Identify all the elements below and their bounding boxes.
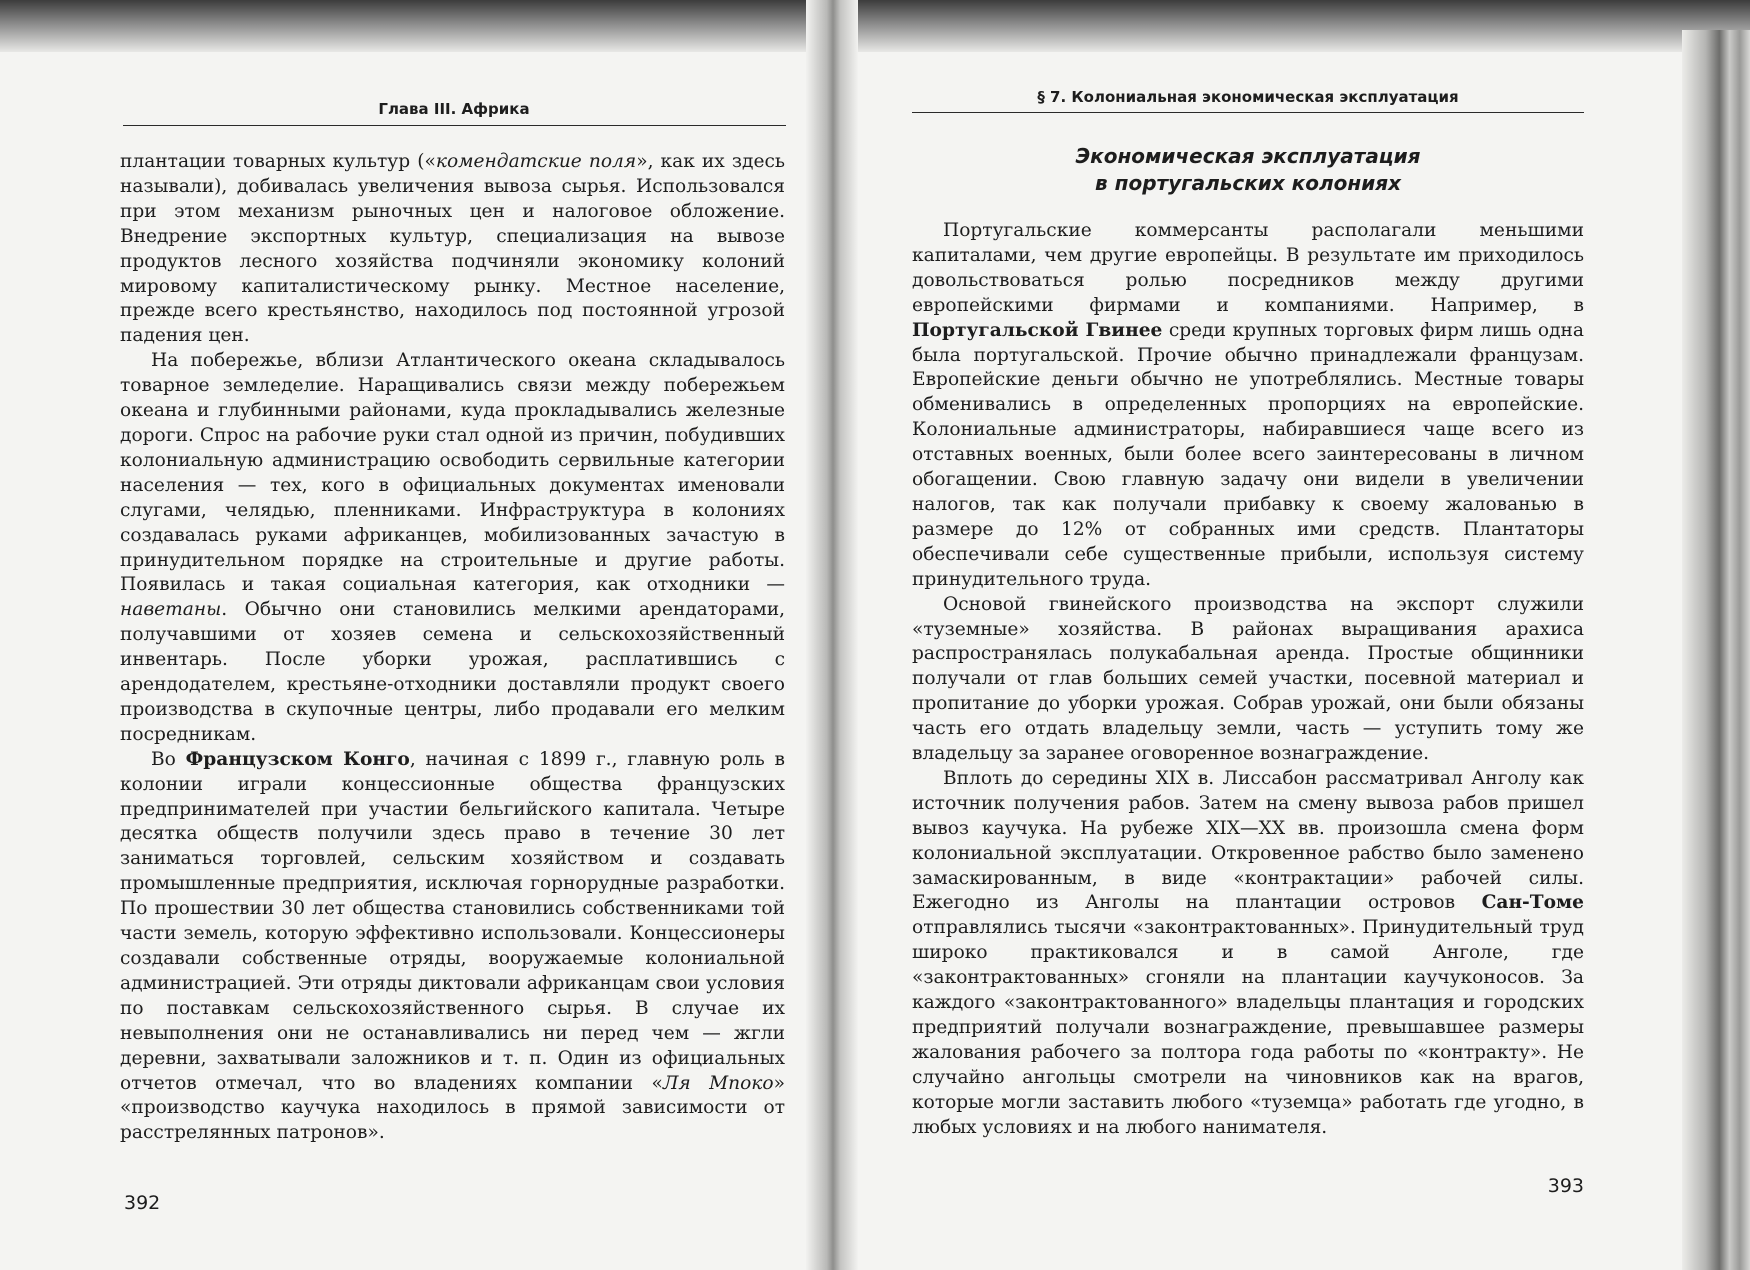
- paragraph: [912, 593, 1584, 767]
- left-page: [120, 0, 785, 1270]
- paragraph: [912, 767, 1584, 1141]
- text-run: . Обычно они становились мелкими арендаторами, получавшими от хозяев семена и сельскохозяйственный инвентарь. После уборки урожая, расплатившись с арендодателем, крестьяне-отходники доставляли продукт своего производства в скупочные центры, либо продавали его мелким посредникам.: [120, 599, 785, 745]
- bold-run: Французском Конго: [185, 748, 410, 770]
- section-title-line-2: в португальских колониях: [1095, 171, 1401, 195]
- section-title: [912, 143, 1584, 197]
- left-page-number: 392: [124, 1192, 161, 1214]
- text-run: Основой гвинейского производства на экспорт служили «туземные» хозяйства. В районах выращивания арахиса распространялась полукабальная аренда. Простые общинники получали от глав больших семей участки, посевной материал и пропитание до уборки урожая. Собрав урожай, они были обязаны часть его отдать владельцу земли, часть — уступить тому же владельцу за заранее оговоренное вознаграждение.: [912, 593, 1584, 765]
- italic-run: комендатские поля: [435, 151, 637, 172]
- paragraph: [120, 349, 785, 748]
- text-run: отправлялись тысячи «законтрактованных». Принудительный труд широко практиковался и в самой Анголе, где «законтрактованных» сгоняли на плантации каучуконосов. За каждого «законтрактованного» владельцы плантация и городских предприятий получали вознаграждение, превышавшее размеры жалования рабочего за полтора года работы по «контракту». Не случайно ангольцы смотрели на чиновников как на врагов, которые могли заставить любого «туземца» работать где угодно, в любых условиях и на любого нанимателя.: [912, 917, 1584, 1138]
- left-running-head: Глава III. Африка: [378, 100, 530, 118]
- text-run: Во: [151, 748, 186, 770]
- text-run: Вплоть до середины XIX в. Лиссабон рассматривал Анголу как источник получения рабов. Затем на смену вывоза рабов пришел вывоз каучука. На рубеже XIX—XX вв. произошла смена форм колониальной эксплуатации. Откровенное рабство было заменено замаскированным, в виде «контрактации» рабочей силы. Ежегодно из Анголы на плантации островов: [912, 767, 1584, 914]
- left-body-text: [120, 150, 785, 1146]
- italic-run: наветаны: [120, 599, 222, 621]
- right-header-rule: [912, 112, 1584, 113]
- left-header-rule: [123, 125, 786, 126]
- right-body-text: [912, 219, 1584, 1141]
- bold-run: Сан-Томе: [1481, 892, 1584, 914]
- text-run: Португальские коммерсанты располагали меньшими капиталами, чем другие европейцы. В результате им приходилось довольствоваться ролью посредников между другими европейскими фирмами и компаниями. Например, в: [912, 220, 1584, 316]
- paragraph: [120, 748, 785, 1147]
- text-run: плантации товарных культур («: [120, 151, 436, 172]
- text-run: На побережье, вблизи Атлантического океана складывалось товарное земледелие. Наращивались связи между побережьем океана и глубинными районами, куда прокладывались железные дороги. Спрос на рабочие руки стал одной из причин, побудивших колониальную администрацию освободить сервильные категории населения — тех, кого в официальных документах именовали слугами, челядью, пленниками. Инфраструктура в колониях создавалась руками африканцев, мобилизованных зачастую в принудительном порядке на строительные и другие работы. Появилась и такая социальная категория, как отходники —: [120, 350, 785, 596]
- right-running-head: § 7. Колониальная экономическая эксплуатация: [1037, 88, 1459, 106]
- paragraph: [120, 150, 785, 349]
- paragraph: [912, 219, 1584, 593]
- text-run: , начиная с 1899 г., главную роль в колонии играли концессионные общества французских предпринимателей при участии бельгийского капитала. Четыре десятка обществ получили здесь право в течение 30 лет заниматься торговлей, сельским хозяйством и создавать промышленные предприятия, исключая горнорудные разработки. По прошествии 30 лет общества становились собственниками той части земель, которую эффективно использовали. Концессионеры создавали собственные отряды, вооружаемые колониальной администрацией. Эти отряды диктовали африканцам свои условия по поставкам сельскохозяйственного сырья. В случае их невыполнения они не останавливались ни перед чем — жгли деревни, захватывали заложников и т. п. Один из официальных отчетов отмечал, что во владениях компании «: [120, 748, 785, 1094]
- right-page-number: 393: [1547, 1175, 1584, 1197]
- right-page: [912, 0, 1584, 1270]
- text-run: среди крупных торговых фирм лишь одна была португальской. Прочие обычно принадлежали французам. Европейские деньги обычно не употреблялись. Местные товары обменивались в определенных пропорциях на европейские. Колониальные администраторы, набиравшиеся чаще всего из отставных военных, были более всего заинтересованы в личном обогащении. Свою главную задачу они видели в увеличении налогов, так как получали прибавку к своему жалованью в размере до 12% от собранных ими средств. Плантаторы обеспечивали себе существенные прибыли, используя систему принудительного труда.: [912, 319, 1584, 590]
- bold-run: Португальской Гвинее: [912, 319, 1163, 341]
- text-run: », как их здесь называли), добивалась увеличения вывоза сырья. Использовался при этом механизм рыночных цен и налоговое обложение. Внедрение экспортных культур, специализация на вывозе продуктов лесного хозяйства подчиняли экономику колоний мировому капиталистическому рынку. Местное население, прежде всего крестьянство, находилось под постоянной угрозой падения цен.: [120, 151, 785, 347]
- book-page-edges: [1682, 30, 1750, 1270]
- section-title-line-1: Экономическая эксплуатация: [1075, 144, 1421, 168]
- italic-run: Ля Мпоко: [662, 1072, 774, 1094]
- text-run: » «производство каучука находилось в прямой зависимости от расстрелянных патронов».: [120, 1072, 785, 1144]
- book-spine: [806, 0, 858, 1270]
